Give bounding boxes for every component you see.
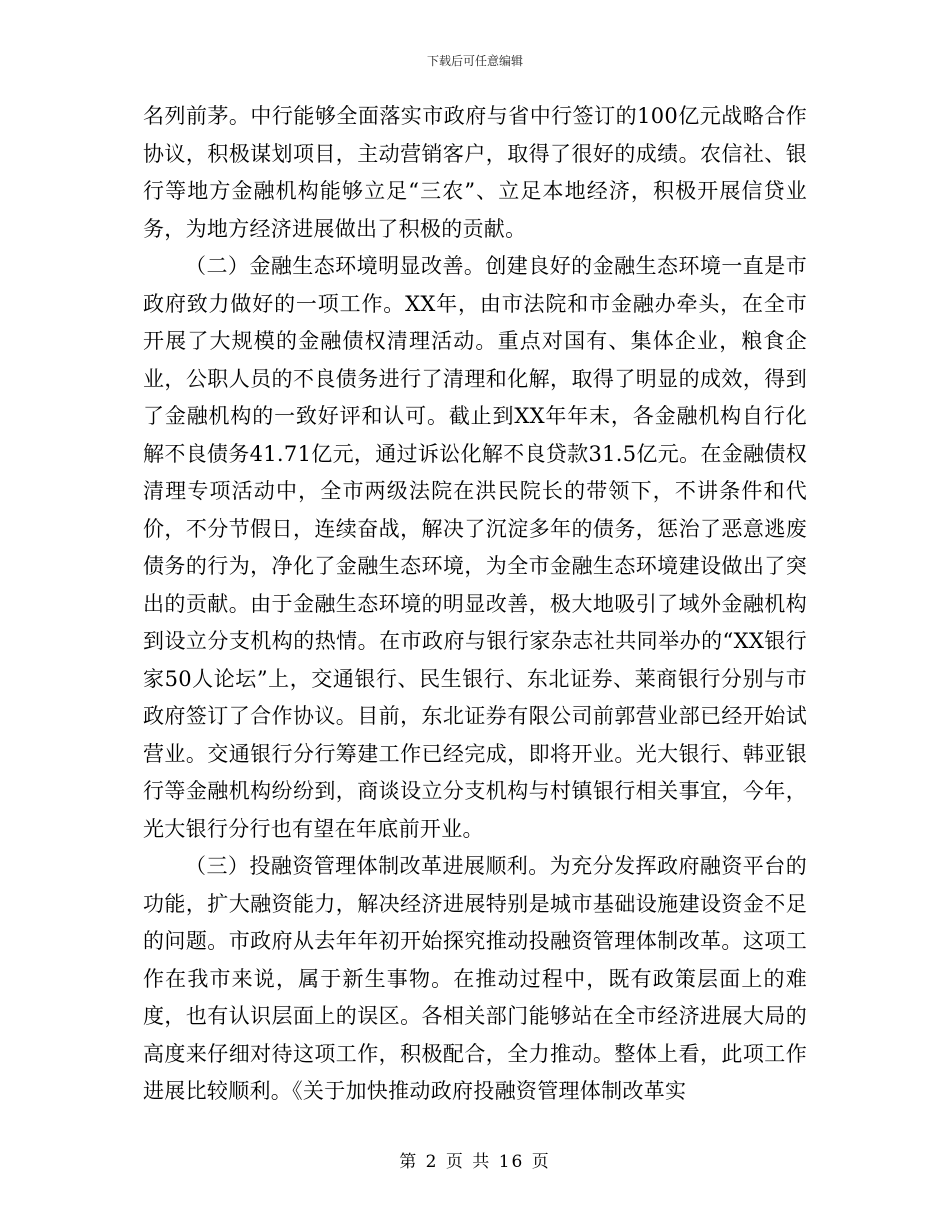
body-paragraph-3: （三）投融资管理体制改革进展顺利。为充分发挥政府融资平台的功能，扩大融资能力，解决经济进展特别是城市基础设施建设资金不足的问题。市政府从去年年初开始探究推动投融资管理体制改革。这项工作在我市来说，属于新生事物。在推动过程中，既有政策层面上的难度，也有认识层面上的误区。各相关部门能够站在全市经济进展大局的高度来仔细对待这项工作，积极配合，全力推动。整体上看，此项工作进展比较顺利。《关于加快推动政府投融资管理体制改革实 bbox=[143, 854, 807, 1103]
document-body bbox=[143, 98, 807, 1111]
page-header-note: 下载后可任意编辑 bbox=[426, 54, 523, 68]
body-paragraph-2: （二）金融生态环境明显改善。创建良好的金融生态环境一直是市政府致力做好的一项工作。XX年，由市法院和市金融办牵头，在全市开展了大规模的金融债权清理活动。重点对国有、集体企业，粮食企业，公职人员的不良债务进行了清理和化解，取得了明显的成效，得到了金融机构的一致好评和认可。截止到XX年年末，各金融机构自行化解不良债务41.71亿元，通过诉讼化解不良贷款31.5亿元。在金融债权清理专项活动中，全市两级法院在洪民院长的带领下，不讲条件和代价，不分节假日，连续奋战，解决了沉淀多年的债务，惩治了恶意逃废债务的行为，净化了金融生态环境，为全市金融生态环境建设做出了突出的贡献。由于金融生态环境的明显改善，极大地吸引了域外金融机构到设立分支机构的热情。在市政府与银行家杂志社共同举办的“XX银行家50人论坛”上，交通银行、民生银行、东北证券、莱商银行分别与市政府签订了合作协议。目前，东北证券有限公司前郭营业部已经开始试营业。交通银行分行筹建工作已经完成，即将开业。光大银行、韩亚银行等金融机构纷纷到，商谈设立分支机构与村镇银行相关事宜，今年，光大银行分行也有望在年底前开业。 bbox=[143, 254, 807, 841]
body-paragraph-1: 名列前茅。中行能够全面落实市政府与省中行签订的100亿元战略合作协议，积极谋划项目，主动营销客户，取得了很好的成绩。农信社、银行等地方金融机构能够立足“三农”、立足本地经济，积极开展信贷业务，为地方经济进展做出了积极的贡献。 bbox=[143, 104, 807, 241]
page-number-footer: 第 2 页 共 16 页 bbox=[399, 1152, 551, 1172]
